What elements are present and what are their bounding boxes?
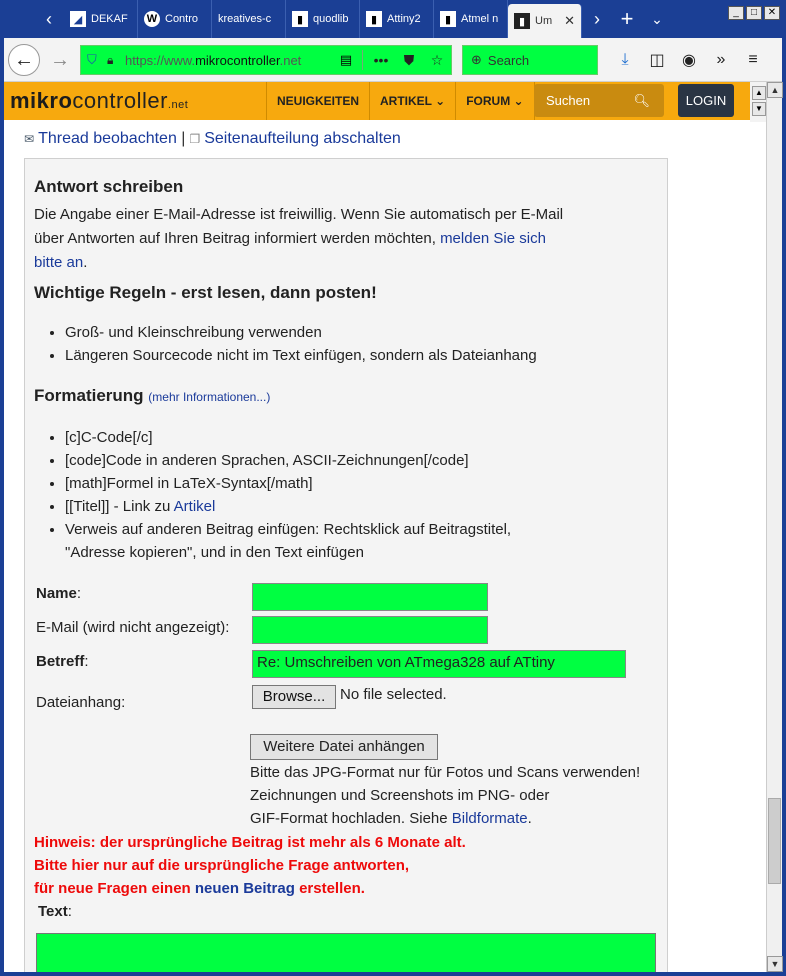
maximize-button[interactable]: □ <box>746 6 762 20</box>
text-label: Text: <box>38 903 72 920</box>
tab-controller-wikipedia[interactable]: W Contro <box>138 0 212 38</box>
tab-dekaf[interactable]: ◢ DEKAF <box>64 0 138 38</box>
envelope-icon: ✉ <box>24 132 35 146</box>
list-item: • [c]C-Code[/c] <box>65 426 511 449</box>
email-input[interactable] <box>252 616 488 644</box>
link-separator: | <box>181 130 186 147</box>
old-post-warning: Hinweis: der ursprüngliche Beitrag ist mehr als 6 Monate alt. Bitte hier nur auf die ursprüngliche Frage antworten, für neue Fragen einen neuen Beitrag erstellen. <box>34 834 466 897</box>
site-logo[interactable]: mikrocontroller.net <box>10 88 189 113</box>
scroll-down-icon[interactable]: ▼ <box>752 102 766 116</box>
chip-icon: ▮ <box>366 11 382 27</box>
close-tab-icon[interactable]: ✕ <box>564 13 575 28</box>
list-item: • Verweis auf anderen Beitrag einfügen: Rechtsklick auf Beitragstitel, "Adresse kopieren", und in den Text einfügen <box>65 518 511 564</box>
subject-label: Betreff: <box>36 653 89 670</box>
chevron-down-icon: ⌄ <box>435 94 446 108</box>
scroll-down-icon[interactable]: ▼ <box>767 956 783 972</box>
name-label: Name: <box>36 585 82 602</box>
text-input[interactable] <box>36 933 656 972</box>
chevron-down-icon: ⌄ <box>513 94 524 108</box>
image-formats-link[interactable]: Bildformate <box>451 810 528 827</box>
new-tab-icon[interactable]: + <box>620 6 634 31</box>
menu-neuigkeiten[interactable]: NEUIGKEITEN <box>266 82 369 120</box>
scroll-up-icon[interactable]: ▲ <box>767 82 783 98</box>
search-icon: ⊕ <box>471 52 482 67</box>
pages-icon: ❐ <box>189 132 201 146</box>
tab-atmel[interactable]: ▮ Atmel n <box>434 0 508 38</box>
chip-icon: ▮ <box>514 13 530 29</box>
minimize-button[interactable]: _ <box>728 6 744 20</box>
menu-forum[interactable]: FORUM ⌄ <box>455 82 534 120</box>
reply-panel <box>24 158 668 972</box>
subject-input[interactable]: Re: Umschreiben von ATmega328 auf ATtiny <box>252 650 626 678</box>
sidebar-icon[interactable]: ◫ <box>649 52 665 69</box>
login-link-2[interactable]: bitte an <box>34 254 84 271</box>
page-scrollbar[interactable] <box>766 82 782 972</box>
disable-paging-link[interactable]: Seitenaufteilung abschalten <box>204 130 401 147</box>
chip-icon: ▮ <box>292 11 308 27</box>
chart-icon: ◢ <box>70 11 86 27</box>
url-bar[interactable] <box>80 45 452 75</box>
rules-heading: Wichtige Regeln - erst lesen, dann posten! <box>34 283 377 302</box>
tab-quodlibet[interactable]: ▮ quodlib <box>286 0 360 38</box>
list-item: • [code]Code in anderen Sprachen, ASCII-Zeichnungen[/code] <box>65 449 511 472</box>
format-hint: Bitte das JPG-Format nur für Fotos und Scans verwenden! Zeichnungen und Screenshots im PNG- oder GIF-Format hochladen. Siehe Bildformate. <box>250 764 641 827</box>
tab-attiny[interactable]: ▮ Attiny2 <box>360 0 434 38</box>
back-button[interactable]: ← <box>8 44 40 76</box>
add-file-button[interactable]: Weitere Datei anhängen <box>250 734 438 760</box>
page-actions-icon[interactable]: ••• <box>373 52 389 68</box>
chip-icon: ▮ <box>440 11 456 27</box>
login-button[interactable]: LOGIN <box>678 84 734 117</box>
watch-thread-link[interactable]: Thread beobachten <box>38 130 177 147</box>
header-scrollbar <box>750 82 766 122</box>
window-controls <box>728 6 780 20</box>
site-search-input[interactable]: Suchen 🔍︎ <box>534 84 664 117</box>
format-heading: Formatierung (mehr Informationen...) <box>34 386 271 405</box>
attachment-label: Dateianhang: <box>36 694 126 711</box>
url-separator <box>362 50 363 70</box>
reply-intro: Die Angabe einer E-Mail-Adresse ist freiwillig. Wenn Sie automatisch per E-Mail über Antworten auf Ihren Beitrag informiert werden möchten, melden Sie sich bitte an. <box>34 206 564 271</box>
list-item: • Längeren Sourcecode nicht im Text einfügen, sondern als Dateianhang <box>65 344 537 367</box>
download-icon[interactable]: ⤓ <box>621 51 629 68</box>
tabs-scroll-left-icon[interactable]: ‹ <box>46 8 52 29</box>
lock-icon[interactable]: 🔒︎ <box>107 52 114 67</box>
more-info-link[interactable]: (mehr Informationen...) <box>148 390 271 404</box>
tab-strip <box>0 0 786 38</box>
list-item: • [math]Formel in LaTeX-Syntax[/math] <box>65 472 511 495</box>
tabs-scroll-right-icon[interactable]: › <box>594 8 600 29</box>
name-input[interactable] <box>252 583 488 611</box>
toolbar-icons <box>612 46 766 74</box>
email-label: E-Mail (wird nicht angezeigt): <box>36 619 230 636</box>
reader-view-icon[interactable]: ▤ <box>339 52 353 67</box>
url-text[interactable]: https://www.mikrocontroller.net <box>125 52 302 68</box>
tab-umschreiben-active[interactable]: ▮ Um ✕ <box>508 4 582 38</box>
page-viewport <box>4 82 766 972</box>
menu-icon[interactable]: ≡ <box>748 51 758 68</box>
artikel-link[interactable]: Artikel <box>173 498 216 515</box>
search-box[interactable]: ⊕ Search <box>462 45 598 75</box>
list-item: • [[Titel]] - Link zu Artikel <box>65 495 511 518</box>
close-window-button[interactable]: ✕ <box>764 6 780 20</box>
browse-button[interactable]: Browse... <box>252 685 336 709</box>
navigation-toolbar <box>4 38 782 82</box>
thread-links <box>24 130 401 148</box>
bookmark-star-icon[interactable]: ☆ <box>430 51 444 68</box>
format-list <box>47 426 511 564</box>
search-icon[interactable]: 🔍︎ <box>633 93 650 108</box>
site-header <box>4 82 750 120</box>
site-menu <box>266 82 535 120</box>
list-item: • Groß- und Kleinschreibung verwenden <box>65 321 537 344</box>
new-post-link[interactable]: neuen Beitrag <box>194 880 295 897</box>
forward-button[interactable]: → <box>50 48 70 71</box>
tracking-shield-icon[interactable]: ⛉ <box>87 52 97 67</box>
no-file-text: No file selected. <box>340 686 447 703</box>
scrollbar-thumb[interactable] <box>768 798 781 884</box>
reply-heading: Antwort schreiben <box>34 177 184 196</box>
rules-list <box>47 321 537 367</box>
pocket-icon[interactable]: ⛊ <box>403 51 415 68</box>
menu-artikel[interactable]: ARTIKEL ⌄ <box>369 82 455 120</box>
list-tabs-icon[interactable]: ⌄ <box>651 10 663 27</box>
tab-kreatives[interactable]: kreatives-c <box>212 0 286 38</box>
login-link-1[interactable]: melden Sie sich <box>440 230 546 247</box>
wikipedia-icon: W <box>144 11 160 27</box>
overflow-chevron-icon[interactable]: » <box>716 51 726 68</box>
scroll-up-icon[interactable]: ▲ <box>752 86 766 100</box>
account-icon[interactable]: ◉ <box>682 52 696 69</box>
